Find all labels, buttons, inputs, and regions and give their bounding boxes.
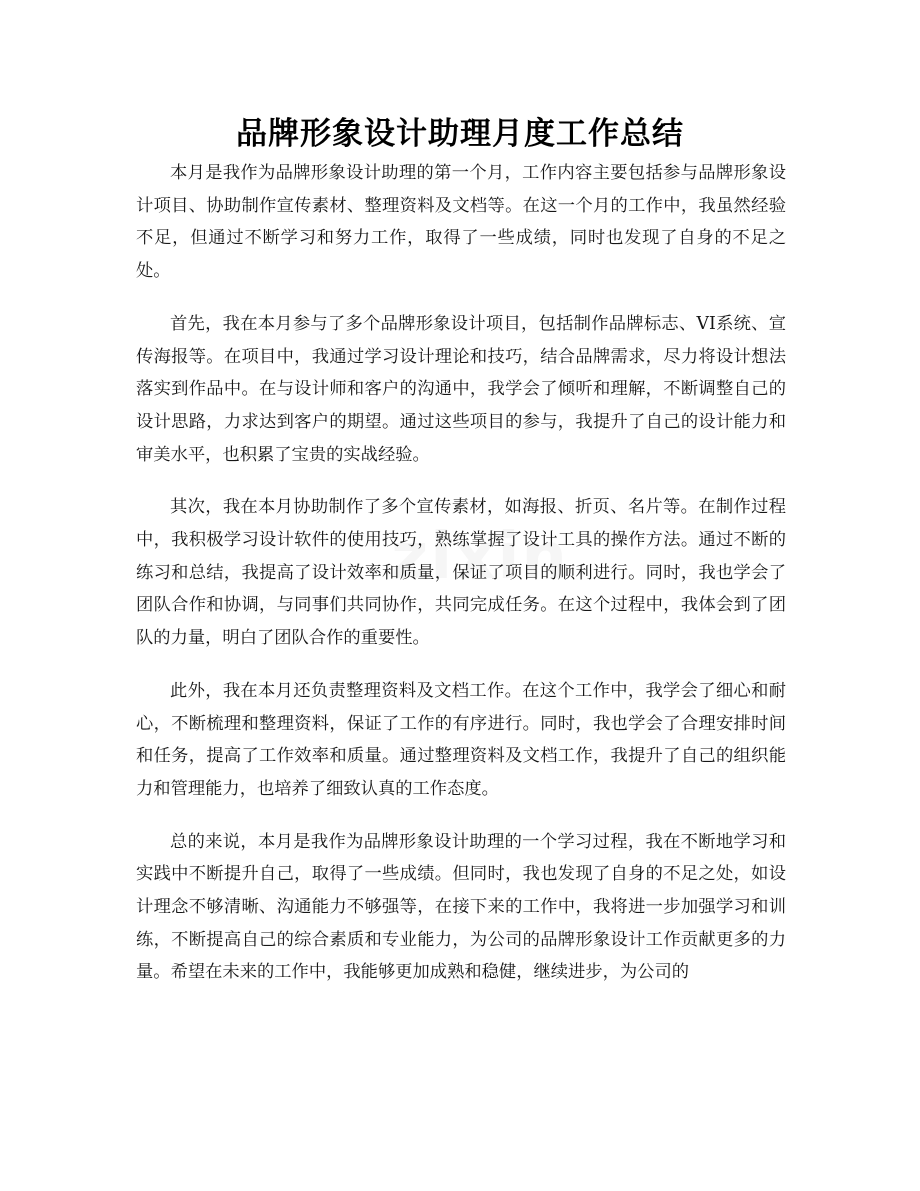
paragraph-3: 其次，我在本月协助制作了多个宣传素材，如海报、折页、名片等。在制作过程中，我积极学习设计软件的使用技巧，熟练掌握了设计工具的操作方法。通过不断的练习和总结，我提高了设计效率和质量，保证了项目的顺利进行。同时，我也学会了团队合作和协调，与同事们共同协作，共同完成任务。在这个过程中，我体会到了团队的力量，明白了团队合作的重要性。	[136, 497, 786, 649]
document-body	[136, 157, 786, 1009]
paragraph-5: 总的来说，本月是我作为品牌形象设计助理的一个学习过程，我在不断地学习和实践中不断提升自己，取得了一些成绩。但同时，我也发现了自身的不足之处，如设计理念不够清晰、沟通能力不够强等，在接下来的工作中，我将进一步加强学习和训练，不断提高自己的综合素质和专业能力，为公司的品牌形象设计工作贡献更多的力量。希望在未来的工作中，我能够更加成熟和稳健，继续进步，为公司的	[136, 831, 786, 983]
paragraph-4: 此外，我在本月还负责整理资料及文档工作。在这个工作中，我学会了细心和耐心，不断梳理和整理资料，保证了工作的有序进行。同时，我也学会了合理安排时间和任务，提高了工作效率和质量。通过整理资料及文档工作，我提升了自己的组织能力和管理能力，也培养了细致认真的工作态度。	[136, 680, 786, 799]
document-title: 品牌形象设计助理月度工作总结	[236, 116, 684, 152]
paragraph-2: 首先，我在本月参与了多个品牌形象设计项目，包括制作品牌标志、VI系统、宣传海报等。在项目中，我通过学习设计理论和技巧，结合品牌需求，尽力将设计想法落实到作品中。在与设计师和客户的沟通中，我学会了倾听和理解，不断调整自己的设计思路，力求达到客户的期望。通过这些项目的参与，我提升了自己的设计能力和审美水平，也积累了宝贵的实战经验。	[136, 313, 786, 465]
paragraph-1: 本月是我作为品牌形象设计助理的第一个月，工作内容主要包括参与品牌形象设计项目、协助制作宣传素材、整理资料及文档等。在这一个月的工作中，我虽然经验不足，但通过不断学习和努力工作，取得了一些成绩，同时也发现了自身的不足之处。	[136, 163, 786, 282]
